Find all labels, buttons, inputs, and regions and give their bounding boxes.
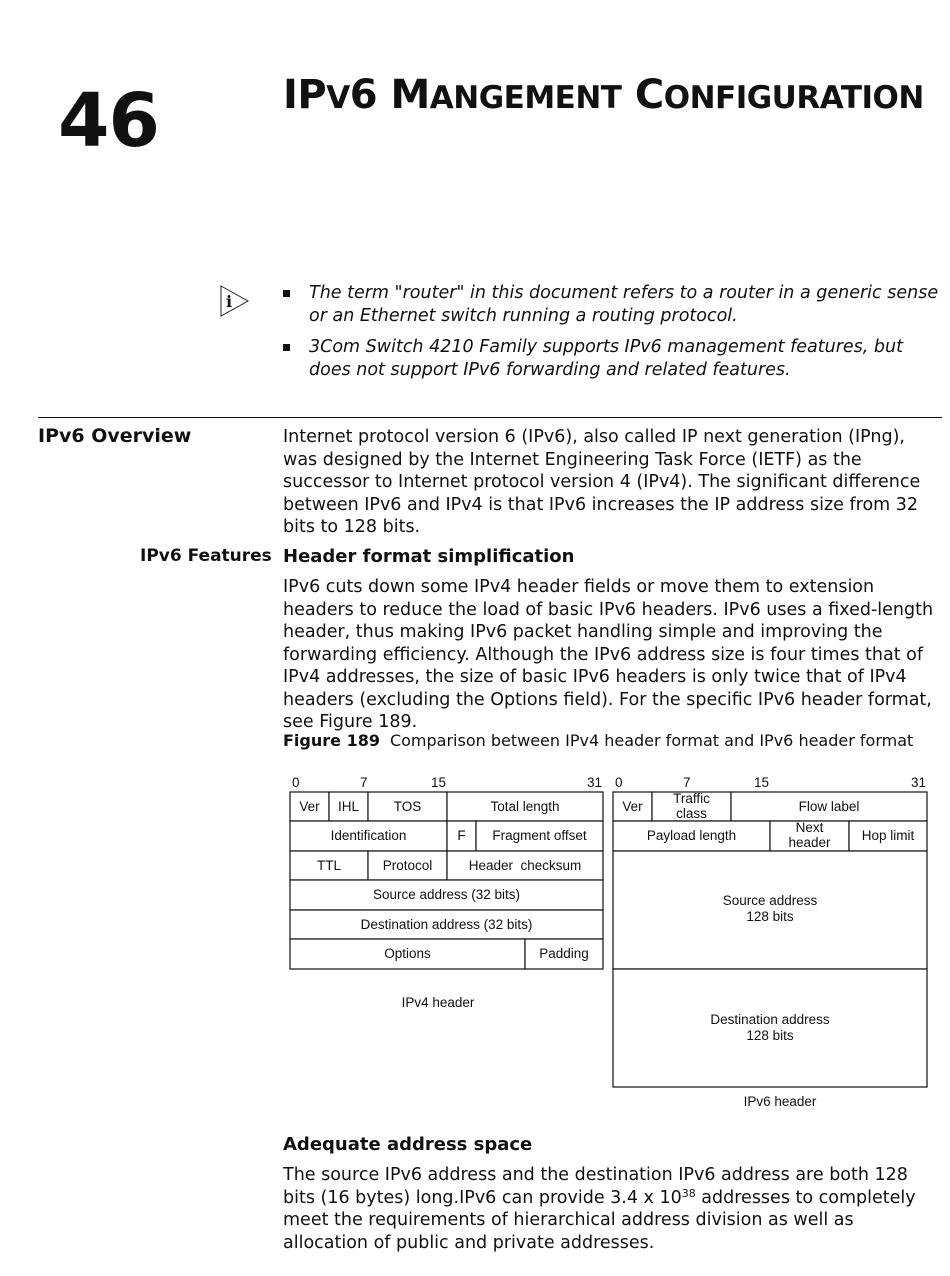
label-line: Source address	[722, 893, 818, 908]
info-note-icon	[220, 285, 250, 317]
ipv4-tick: 7	[360, 775, 368, 790]
exponent: 38	[681, 1186, 696, 1200]
address-space-paragraph	[283, 1164, 943, 1254]
label-line: Next	[795, 820, 824, 835]
header-format-paragraph: IPv6 cuts down some IPv4 header fields or move them to extension headers to reduce the load of basic IPv6 headers. IPv6 uses a fixed-length header, thus making IPv6 packet handling simple and improving the forwarding efficiency. Although the IPv6 address size is four times that of IPv4 addresses, the size of basic IPv6 headers is only twice that of IPv4 headers (excluding the Options field). For the specific IPv6 header format, see Figure 189.	[283, 577, 934, 732]
note-item	[283, 336, 943, 381]
note-text: 3Com Switch 4210 Family supports IPv6 management features, but does not support IPv6 forwarding and related features.	[309, 337, 903, 380]
chapter-title-part: ANGEMENT	[429, 80, 622, 116]
address-space-text-start: The source IPv6 address and the destination IPv6 address are both 128 bits (16 bytes) long.IPv6 can provide 3.4 x 10	[283, 1165, 908, 1208]
ipv4-label-padding: Padding	[539, 946, 589, 961]
bullet-icon	[283, 290, 290, 297]
ipv4-tick: 0	[292, 775, 300, 790]
svg-text:i: i	[226, 292, 233, 311]
ipv4-label-ver: Ver	[299, 799, 320, 814]
overview-paragraph: Internet protocol version 6 (IPv6), also called IP next generation (IPng), was designed by the Internet Engineering Task Force (IETF) as the successor to Internet protocol version 4 (IPv4). The significant difference between IPv6 and IPv4 is that IPv6 increases the IP address size from 32 bits to 128 bits.	[283, 427, 921, 537]
ipv4-label-ttl: TTL	[316, 858, 342, 873]
ipv6-label-traffic-class	[673, 791, 710, 821]
ipv4-label-total-length: Total length	[490, 799, 560, 814]
ipv4-label-options: Options	[384, 946, 431, 961]
figure-caption	[283, 731, 913, 750]
label-line: header	[788, 835, 831, 850]
label-line: Destination address	[710, 1012, 830, 1027]
ipv6-label-ver: Ver	[622, 799, 643, 814]
chapter-title-part: 6 M	[349, 72, 430, 118]
header-format-diagram	[280, 772, 940, 1117]
ipv4-tick: 15	[431, 775, 447, 790]
ipv6-label-hop-limit: Hop limit	[861, 828, 915, 843]
chapter-number: 46	[58, 78, 159, 164]
ipv6-label-flow-label: Flow label	[798, 799, 860, 814]
ipv6-tick: 31	[911, 775, 927, 790]
ipv4-label-protocol: Protocol	[382, 858, 433, 873]
ipv6-tick: 7	[683, 775, 691, 790]
ipv4-label-flags: F	[457, 828, 466, 843]
bullet-icon	[283, 344, 290, 351]
ipv6-tick: 15	[754, 775, 770, 790]
ipv6-label-payload-length: Payload length	[646, 828, 737, 843]
address-space-text-end: addresses to completely meet the requirements of hierarchical address division as well as allocation of public and private addresses.	[283, 1187, 916, 1253]
figure-label: Figure 189	[283, 731, 380, 750]
chapter-title-part: ONFIGURATION	[663, 80, 924, 116]
ipv4-label-fragment-offset: Fragment offset	[492, 828, 587, 843]
chapter-title-part: V	[326, 80, 350, 116]
section-heading-features: IPv6 Features	[140, 546, 272, 566]
ipv4-label-ihl: IHL	[337, 799, 360, 814]
ipv4-label-destination-address: Destination address (32 bits)	[360, 917, 533, 932]
section-divider	[38, 417, 942, 418]
chapter-title-part: IP	[283, 72, 327, 118]
note-list	[283, 282, 943, 390]
label-line: Traffic	[673, 791, 710, 806]
label-line: class	[676, 806, 707, 821]
subheading-header-format: Header format simplification	[283, 546, 575, 567]
note-item	[283, 282, 943, 327]
label-line: 128 bits	[746, 909, 794, 924]
section-heading-overview: IPv6 Overview	[38, 425, 192, 447]
label-line: 128 bits	[746, 1028, 794, 1043]
ipv4-label-header-checksum: Header checksum	[468, 858, 582, 873]
ipv4-label-source-address: Source address (32 bits)	[372, 887, 521, 902]
ipv4-tick: 31	[587, 775, 603, 790]
subheading-address-space: Adequate address space	[283, 1134, 533, 1155]
ipv4-header-caption: IPv4 header	[401, 995, 475, 1010]
note-text: The term "router" in this document refers to a router in a generic sense or an Ethernet switch running a routing protocol.	[309, 283, 939, 326]
chapter-title-part: C	[621, 72, 664, 118]
ipv6-header-caption: IPv6 header	[743, 1094, 817, 1109]
chapter-title	[283, 72, 924, 118]
ipv4-label-identification: Identification	[330, 828, 407, 843]
figure-caption-text: Comparison between IPv4 header format and IPv6 header format	[389, 731, 914, 750]
ipv4-label-tos: TOS	[393, 799, 422, 814]
ipv6-tick: 0	[615, 775, 623, 790]
